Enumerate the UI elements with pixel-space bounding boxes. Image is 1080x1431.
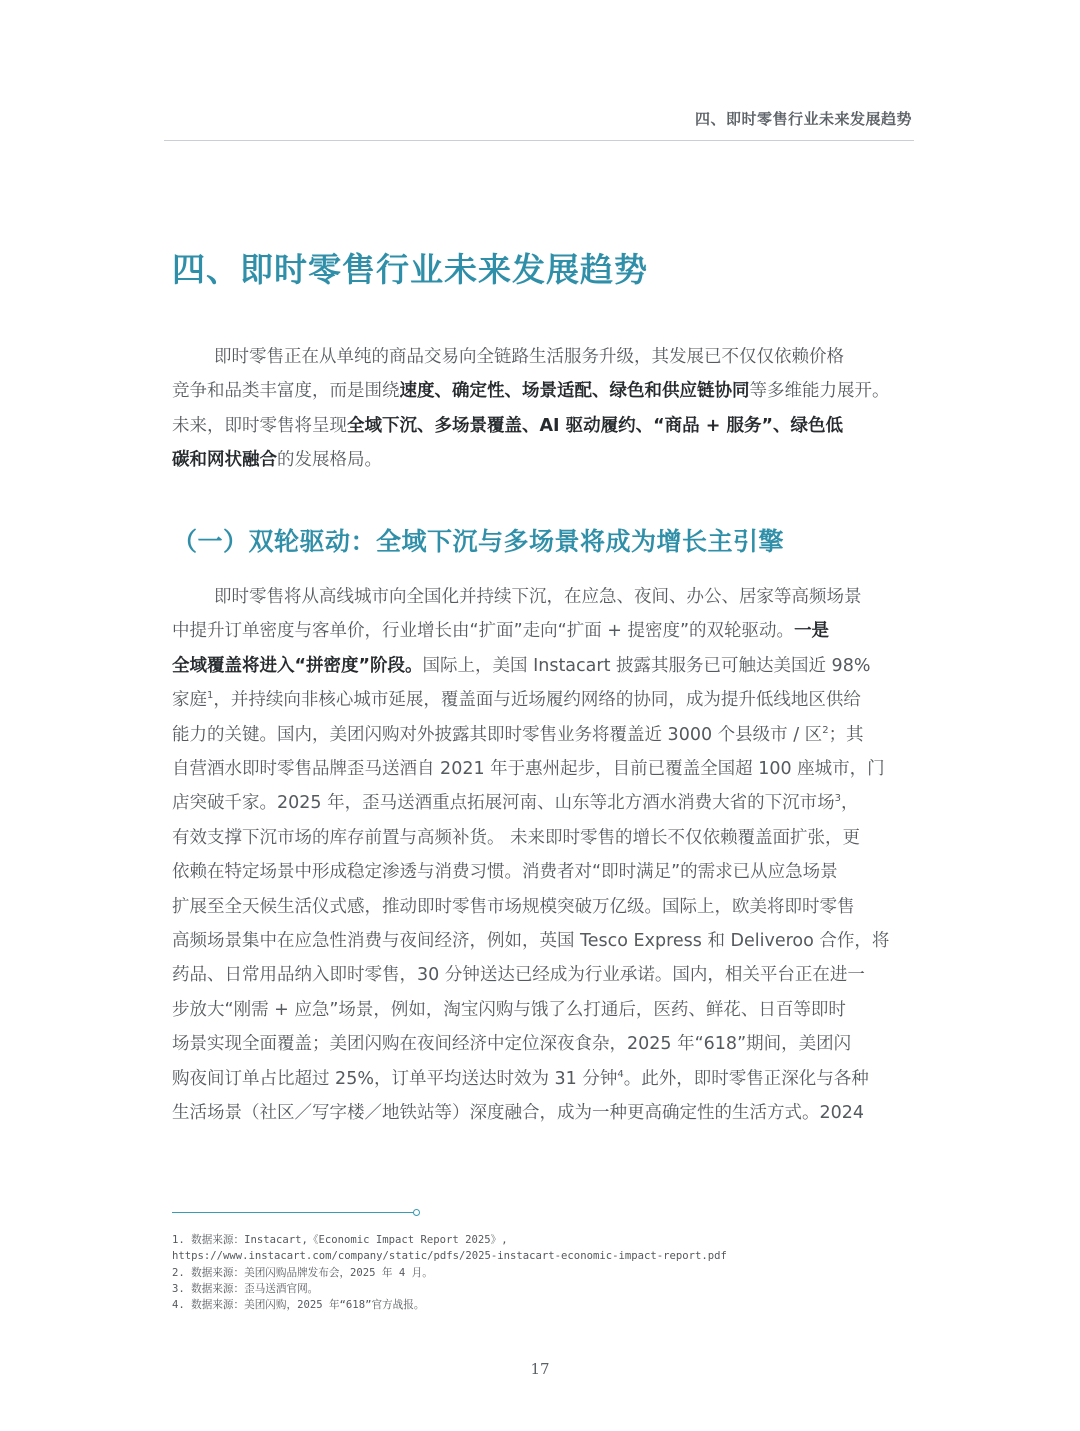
intro-emphasis: 速度、确定性、场景适配、绿色和供应链协同 [399,381,750,402]
body-line [172,1062,912,1096]
intro-text: 的发展格局。 [277,450,382,471]
body-line: 有效支撑下沉市场的库存前置与高频补货。 未来即时零售的增长不仅依赖覆盖面扩张，更 [172,827,861,848]
footnote-item: 3. 数据来源：歪马送酒官网。 [172,1282,319,1295]
body-emphasis: 一是 [794,621,830,642]
body-line [172,718,912,752]
body-text: 国际上，美国 Instacart 披露其服务已可触达美国近 98% [422,655,871,676]
body-line: 即时零售将从高线城市向全国化并持续下沉，在应急、夜间、办公、居家等高频场景 [214,587,862,607]
intro-line-2 [172,374,912,408]
body-text: 购夜间订单占比超过 25%，订单平均送达时效为 31 分钟 [172,1068,618,1089]
body-text: ，并持续向非核心城市延展，覆盖面与近场履约网络的协同，成为提升低线地区供给 [213,690,861,711]
body-line: 场景实现全面覆盖；美团闪购在夜间经济中定位深夜食杂，2025 年“618”期间，美团闪 [172,1034,852,1055]
intro-line-3 [172,409,912,443]
body-line [172,614,912,648]
running-header: 四、即时零售行业未来发展趋势 [694,110,912,128]
footnote-divider [172,1212,416,1213]
body-text: 中提升订单密度与客单价，行业增长由“扩面”走向“扩面 + 提密度”的双轮驱动。 [172,621,795,642]
section-title: （一）双轮驱动：全域下沉与多场景将成为增长主引擎 [172,527,785,556]
footnote-ref: 1 [207,690,214,702]
intro-line-1: 即时零售正在从单纯的商品交易向全链路生活服务升级，其发展已不仅仅依赖价格 [214,347,844,367]
footnote-ref: 4 [617,1068,624,1080]
body-line: 生活场景（社区／写字楼／地铁站等）深度融合，成为一种更高确定性的生活方式。2024 [172,1103,865,1124]
intro-line-4 [172,443,912,477]
body-line [172,683,912,717]
footnote-divider-dot [413,1209,420,1216]
body-line: 自营酒水即时零售品牌歪马送酒自 2021 年于惠州起步，目前已覆盖全国超 100 座城市，门 [172,759,885,780]
section-body-paragraph [172,580,912,1131]
body-text: 。此外，即时零售正深化与各种 [623,1068,869,1089]
footnote-ref: 3 [834,793,841,805]
intro-emphasis: 碳和网状融合 [172,450,277,471]
footnote-item: 2. 数据来源：美团闪购品牌发布会，2025 年 4 月。 [172,1266,433,1279]
body-emphasis: 全域覆盖将进入“拼密度”阶段。 [172,655,423,676]
body-text: ；其 [828,724,864,745]
intro-emphasis: 全域下沉、多场景覆盖、AI 驱动履约、“商品 + 服务”、绿色低 [347,415,843,436]
page-number: 17 [530,1360,550,1378]
footnote-item: 4. 数据来源：美团闪购，2025 年“618”官方战报。 [172,1299,425,1312]
footnote-item: 1. 数据来源：Instacart,《Economic Impact Report 2025》, [172,1234,508,1246]
body-text: 家庭 [172,690,207,711]
footnotes [172,1232,912,1313]
footnote-ref: 2 [822,724,829,736]
body-text: 店突破千家。2025 年，歪马送酒重点拓展河南、山东等北方酒水消费大省的下沉市场 [172,793,835,814]
body-line: 高频场景集中在应急性消费与夜间经济，例如，英国 Tesco Express 和 Deliveroo 合作，将 [172,931,890,952]
chapter-title: 四、即时零售行业未来发展趋势 [172,250,648,289]
body-line [172,786,912,820]
intro-paragraph [172,340,912,478]
body-line: 依赖在特定场景中形成稳定渗透与消费习惯。消费者对“即时满足”的需求已从应急场景 [172,862,838,883]
body-line: 扩展至全天候生活仪式感，推动即时零售市场规模突破万亿级。国际上，欧美将即时零售 [172,896,855,917]
intro-text: 等多维能力展开。 [749,381,890,402]
footnote-url[interactable]: https://www.instacart.com/company/static/pdfs/2025-instacart-economic-impact-report.pdf [172,1250,727,1263]
header-divider [164,140,914,141]
body-line [172,649,912,683]
intro-text: 未来，即时零售将呈现 [172,415,347,436]
body-text: 能力的关键。国内，美团闪购对外披露其即时零售业务将覆盖近 3000 个县级市 / 区 [172,724,823,745]
body-line: 步放大“刚需 + 应急”场景，例如，淘宝闪购与饿了么打通后，医药、鲜花、日百等即时 [172,999,846,1020]
intro-text: 竞争和品类丰富度，而是围绕 [172,381,400,402]
body-text: ， [840,793,859,814]
body-line: 药品、日常用品纳入即时零售，30 分钟送达已经成为行业承诺。国内，相关平台正在进一 [172,965,865,986]
